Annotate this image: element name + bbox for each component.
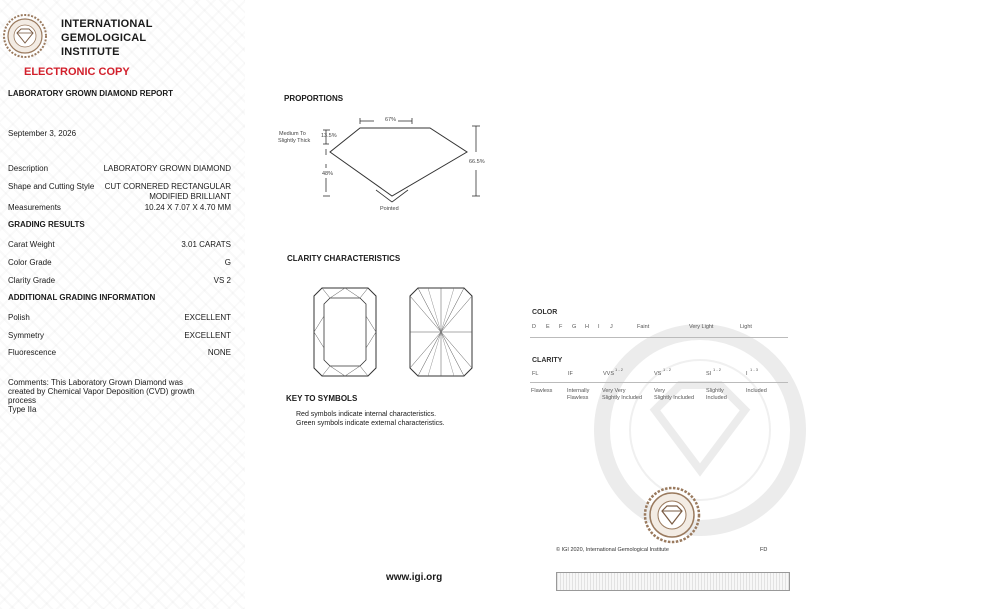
- proportions-heading: PROPORTIONS: [284, 94, 344, 103]
- color-scale-heading: COLOR: [532, 309, 558, 316]
- clarity-code-if: IF: [568, 371, 573, 377]
- clarity-desc-vs-2: Slightly Included: [654, 395, 695, 401]
- igi-seal-logo: [3, 14, 47, 58]
- carat-weight-label: Carat Weight: [8, 240, 55, 249]
- color-scale-divider: [530, 337, 788, 338]
- form-code: FD: [760, 547, 768, 553]
- comments-line2: created by Chemical Vapor Deposition (CVD) growth: [8, 387, 195, 396]
- clarity-vvs-superscript: 1 - 2: [615, 367, 624, 372]
- security-strip: [556, 572, 790, 591]
- polish-value: EXCELLENT: [184, 313, 231, 322]
- electronic-copy-label: ELECTRONIC COPY: [24, 66, 130, 78]
- shape-value-line1: CUT CORNERED RECTANGULAR: [104, 182, 231, 191]
- clarity-desc-vvs-1: Very Very: [602, 388, 626, 394]
- girdle-line1: Medium To: [279, 131, 306, 137]
- website-url[interactable]: www.igi.org: [386, 572, 443, 583]
- clarity-scale-heading: CLARITY: [532, 357, 563, 364]
- symmetry-value: EXCELLENT: [184, 331, 231, 340]
- color-light: Light: [740, 324, 752, 330]
- polish-label: Polish: [8, 313, 30, 322]
- color-grade-d: D: [532, 324, 536, 330]
- clarity-desc-if-2: Flawless: [567, 395, 589, 401]
- clarity-desc-i: Included: [746, 388, 767, 394]
- color-grade-label: Color Grade: [8, 258, 52, 267]
- key-red-symbols: Red symbols indicate internal characteristics.: [296, 411, 437, 418]
- color-grade-f: F: [559, 324, 563, 330]
- copyright-text: © IGI 2020, International Gemological Institute: [556, 547, 669, 553]
- description-label: Description: [8, 164, 49, 173]
- color-grade-j: J: [610, 324, 613, 330]
- crown-view-plot: [312, 286, 378, 378]
- girdle-line2: Slightly Thick: [278, 138, 311, 144]
- igi-seal-stamp: [644, 487, 700, 543]
- color-grade-g: G: [572, 324, 577, 330]
- color-grade-i: I: [598, 324, 600, 330]
- clarity-code-vs: VS: [654, 371, 662, 377]
- color-grade-h: H: [585, 324, 589, 330]
- total-depth-percent: 66.5%: [469, 159, 485, 165]
- clarity-si-superscript: 1 - 2: [713, 367, 722, 372]
- shape-label: Shape and Cutting Style: [8, 182, 95, 191]
- color-very-light: Very Light: [689, 324, 714, 330]
- fluorescence-label: Fluorescence: [8, 348, 57, 357]
- comments-line3: process: [8, 396, 37, 405]
- clarity-characteristics-heading: CLARITY CHARACTERISTICS: [287, 254, 401, 263]
- clarity-grade-value: VS 2: [213, 276, 231, 285]
- description-value: LABORATORY GROWN DIAMOND: [103, 164, 231, 173]
- measurements-label: Measurements: [8, 203, 61, 212]
- clarity-code-fl: FL: [532, 371, 539, 377]
- clarity-code-i: I: [746, 371, 748, 377]
- color-grade-value: G: [224, 258, 231, 267]
- additional-grading-heading: ADDITIONAL GRADING INFORMATION: [8, 293, 156, 302]
- igi-watermark: [600, 330, 800, 530]
- color-faint: Faint: [637, 324, 650, 330]
- table-percent: 67%: [385, 117, 397, 123]
- pavilion-depth-percent: 48%: [322, 171, 334, 177]
- clarity-scale-divider: [530, 382, 788, 383]
- fluorescence-value: NONE: [207, 348, 231, 357]
- symmetry-label: Symmetry: [8, 331, 44, 340]
- comments-line1: Comments: This Laboratory Grown Diamond was: [8, 378, 184, 387]
- org-name-line2: GEMOLOGICAL: [61, 32, 147, 44]
- report-title: LABORATORY GROWN DIAMOND REPORT: [8, 89, 174, 98]
- clarity-vs-superscript: 1 - 2: [663, 367, 672, 372]
- clarity-code-vvs: VVS: [603, 371, 615, 377]
- crown-height-percent: 13.5%: [321, 133, 337, 139]
- key-green-symbols: Green symbols indicate external characteristics.: [296, 420, 445, 427]
- key-to-symbols-heading: KEY TO SYMBOLS: [286, 394, 358, 403]
- clarity-code-si: SI: [706, 371, 712, 377]
- org-name-line1: INTERNATIONAL: [61, 18, 153, 30]
- grading-results-heading: GRADING RESULTS: [8, 220, 85, 229]
- clarity-grade-label: Clarity Grade: [8, 276, 56, 285]
- pavilion-view-plot: [408, 286, 474, 378]
- comments-line4: Type IIa: [8, 405, 37, 414]
- clarity-desc-vvs-2: Slightly Included: [602, 395, 643, 401]
- clarity-i-superscript: 1 - 3: [750, 367, 759, 372]
- color-grade-e: E: [546, 324, 550, 330]
- clarity-desc-flawless: Flawless: [531, 388, 553, 394]
- carat-weight-value: 3.01 CARATS: [181, 240, 231, 249]
- clarity-desc-si-2: Included: [706, 395, 727, 401]
- shape-value-line2: MODIFIED BRILLIANT: [149, 192, 231, 201]
- org-name-line3: INSTITUTE: [61, 46, 120, 58]
- report-date: September 3, 2026: [8, 129, 77, 138]
- culet-label: Pointed: [380, 206, 399, 212]
- clarity-desc-if-1: Internally: [567, 388, 590, 394]
- clarity-desc-vs-1: Very: [654, 388, 666, 394]
- proportions-diagram: [270, 112, 500, 220]
- measurements-value: 10.24 X 7.07 X 4.70 MM: [144, 203, 231, 212]
- clarity-desc-si-1: Slightly: [706, 388, 724, 394]
